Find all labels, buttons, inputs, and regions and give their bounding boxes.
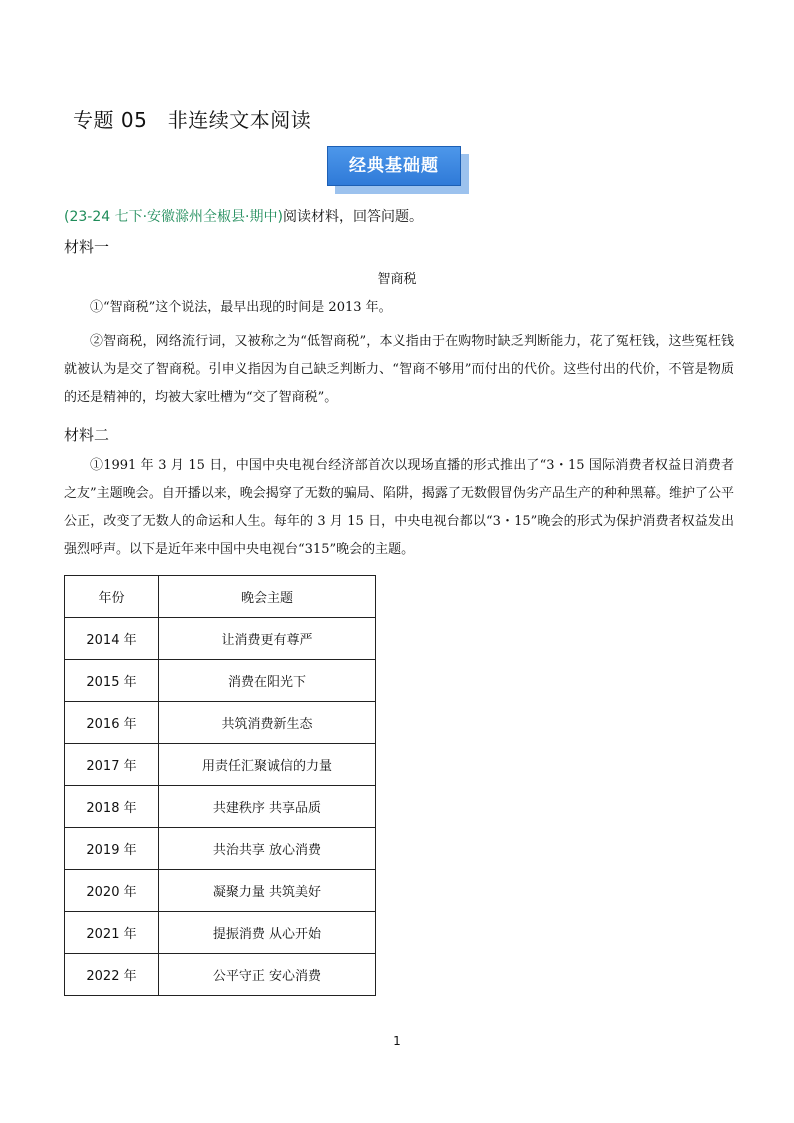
cell-theme: 提振消费 从心开始: [159, 912, 376, 954]
table-row: [65, 786, 376, 828]
question-source-line: [64, 206, 423, 226]
cell-theme: 共建秩序 共享品质: [159, 786, 376, 828]
header-year: 年份: [65, 576, 159, 618]
cell-theme: 凝聚力量 共筑美好: [159, 870, 376, 912]
table-row: [65, 660, 376, 702]
badge-label: 经典基础题: [327, 146, 461, 186]
cell-year: 2020 年: [65, 870, 159, 912]
cell-theme: 用责任汇聚诚信的力量: [159, 744, 376, 786]
cell-theme: 公平守正 安心消费: [159, 954, 376, 996]
cell-year: 2014 年: [65, 618, 159, 660]
table-row: [65, 912, 376, 954]
page-title: 专题 05 非连续文本阅读: [73, 108, 312, 132]
material2-label: 材料二: [64, 426, 110, 444]
material2-paragraph: ①1991 年 3 月 15 日，中国中央电视台经济部首次以现场直播的形式推出了“3・15 国际消费者权益日消费者之友”主题晚会。自开播以来，晚会揭穿了无数的骗局、陷阱，揭露了无数假冒伪劣产品生产的种种黑幕。维护了公平公正，改变了无数人的命运和人生。每年的 3 月 15 日，中央电视台都以“3・15”晚会的形式为保护消费者权益发出强烈呼声。以下是近年来中国中央电视台“315”晚会的主题。: [64, 458, 734, 557]
cell-year: 2021 年: [65, 912, 159, 954]
material1-label: 材料一: [64, 238, 110, 256]
table-row: [65, 618, 376, 660]
material1-paragraph-2: ②智商税，网络流行词，又被称之为“低智商税”，本义指由于在购物时缺乏判断能力，花了冤枉钱，这些冤枉钱就被认为是交了智商税。引申义指因为自己缺乏判断力、“智商不够用”而付出的代价。这些付出的代价，不管是物质的还是精神的，均被大家吐槽为“交了智商税”。: [64, 334, 734, 405]
cell-year: 2017 年: [65, 744, 159, 786]
table-header-row: [65, 576, 376, 618]
section-badge: [327, 146, 469, 194]
table-row: [65, 702, 376, 744]
cell-year: 2016 年: [65, 702, 159, 744]
cell-year: 2015 年: [65, 660, 159, 702]
page-number: 1: [393, 1034, 401, 1048]
table-row: [65, 828, 376, 870]
cell-theme: 让消费更有尊严: [159, 618, 376, 660]
cell-theme: 消费在阳光下: [159, 660, 376, 702]
source-tag: (23-24 七下·安徽滁州全椒县·期中): [64, 209, 283, 225]
table-row: [65, 954, 376, 996]
cell-year: 2018 年: [65, 786, 159, 828]
table-row: [65, 870, 376, 912]
header-theme: 晚会主题: [159, 576, 376, 618]
cell-theme: 共筑消费新生态: [159, 702, 376, 744]
cell-year: 2022 年: [65, 954, 159, 996]
instruction-text: 阅读材料，回答问题。: [282, 209, 423, 225]
table-row: [65, 744, 376, 786]
gala-theme-table: [64, 575, 376, 996]
article-title: 智商税: [377, 272, 417, 287]
material1-paragraph-1: ①“智商税”这个说法，最早出现的时间是 2013 年。: [90, 300, 392, 315]
cell-theme: 共治共享 放心消费: [159, 828, 376, 870]
cell-year: 2019 年: [65, 828, 159, 870]
